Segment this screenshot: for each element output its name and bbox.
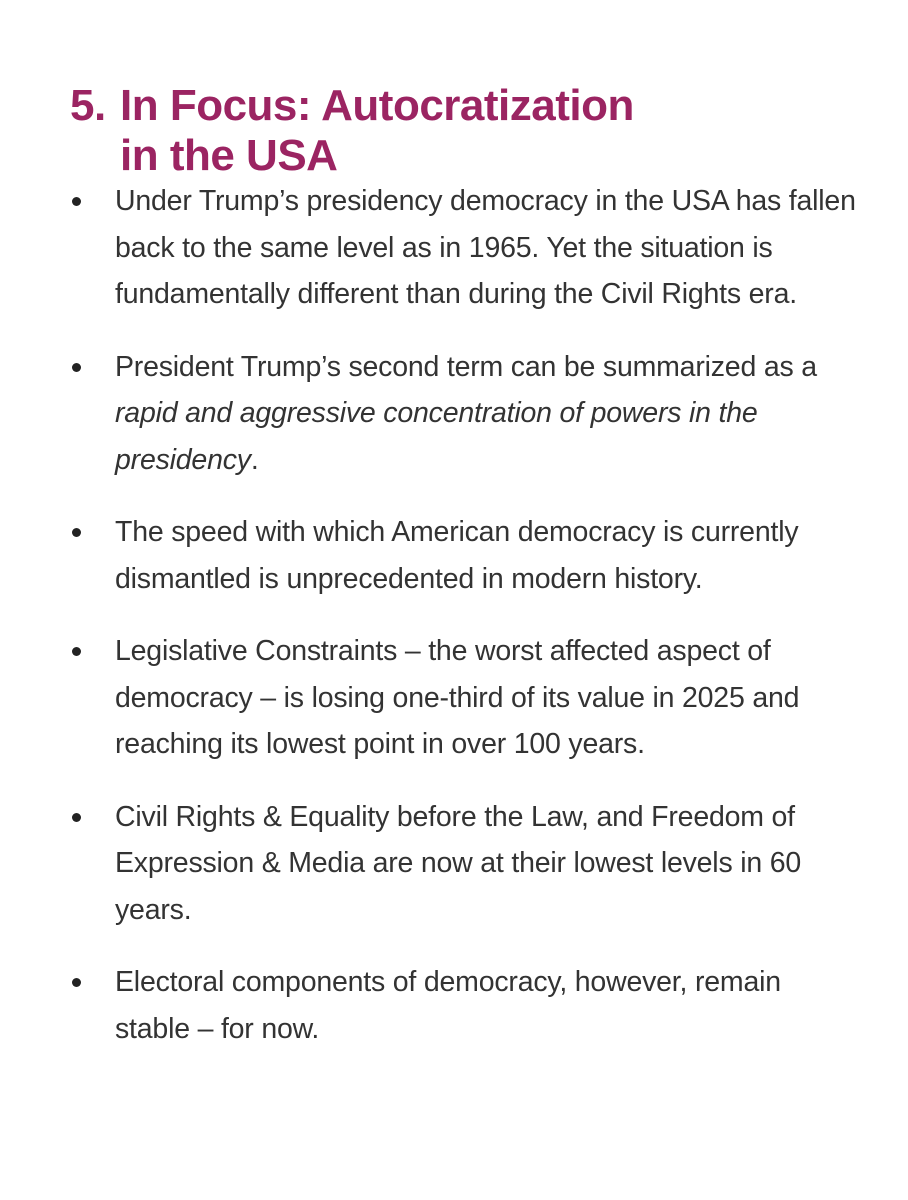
section-number: 5.	[70, 81, 106, 131]
bullet-text: Under Trump’s presidency democracy in the USA has fallen back to the same level as in 1965. Yet the situation is fundamentally different than during the Civil Rights era.	[115, 185, 856, 310]
section-title-line-1: In Focus: Autocratization	[120, 81, 634, 131]
bullet-item-1	[72, 178, 862, 318]
bullet-dot-icon	[72, 528, 81, 537]
bullet-item-2	[72, 344, 862, 484]
bullet-text: Electoral components of democracy, however, remain stable – for now.	[115, 966, 781, 1045]
bullet-item-4	[72, 628, 862, 768]
bullet-text-end: .	[250, 443, 259, 476]
bullet-dot-icon	[72, 813, 81, 822]
bullet-text: Civil Rights & Equality before the Law, and Freedom of Expression & Media are now at their lowest levels in 60 years.	[115, 800, 802, 926]
bullet-dot-icon	[72, 978, 81, 987]
section-heading	[70, 81, 870, 181]
section-title-line-2: in the USA	[120, 131, 338, 181]
bullet-dot-icon	[72, 647, 81, 656]
bullet-text: President Trump’s second term can be summarized as a	[115, 350, 817, 383]
bullet-dot-icon	[72, 197, 81, 206]
bullet-item-5	[72, 794, 862, 934]
bullet-text-emphasis: rapid and aggressive concentration of powers in the presidency	[115, 397, 758, 476]
bullet-item-3	[72, 509, 862, 602]
bullet-item-6	[72, 959, 862, 1052]
bullet-text: Legislative Constraints – the worst affected aspect of democracy – is losing one-third of its value in 2025 and reaching its lowest point in over 100 years.	[115, 635, 800, 760]
bullet-text: The speed with which American democracy is currently dismantled is unprecedented in modern history.	[115, 516, 799, 595]
bullet-dot-icon	[72, 363, 81, 372]
bullet-list	[72, 178, 862, 1078]
